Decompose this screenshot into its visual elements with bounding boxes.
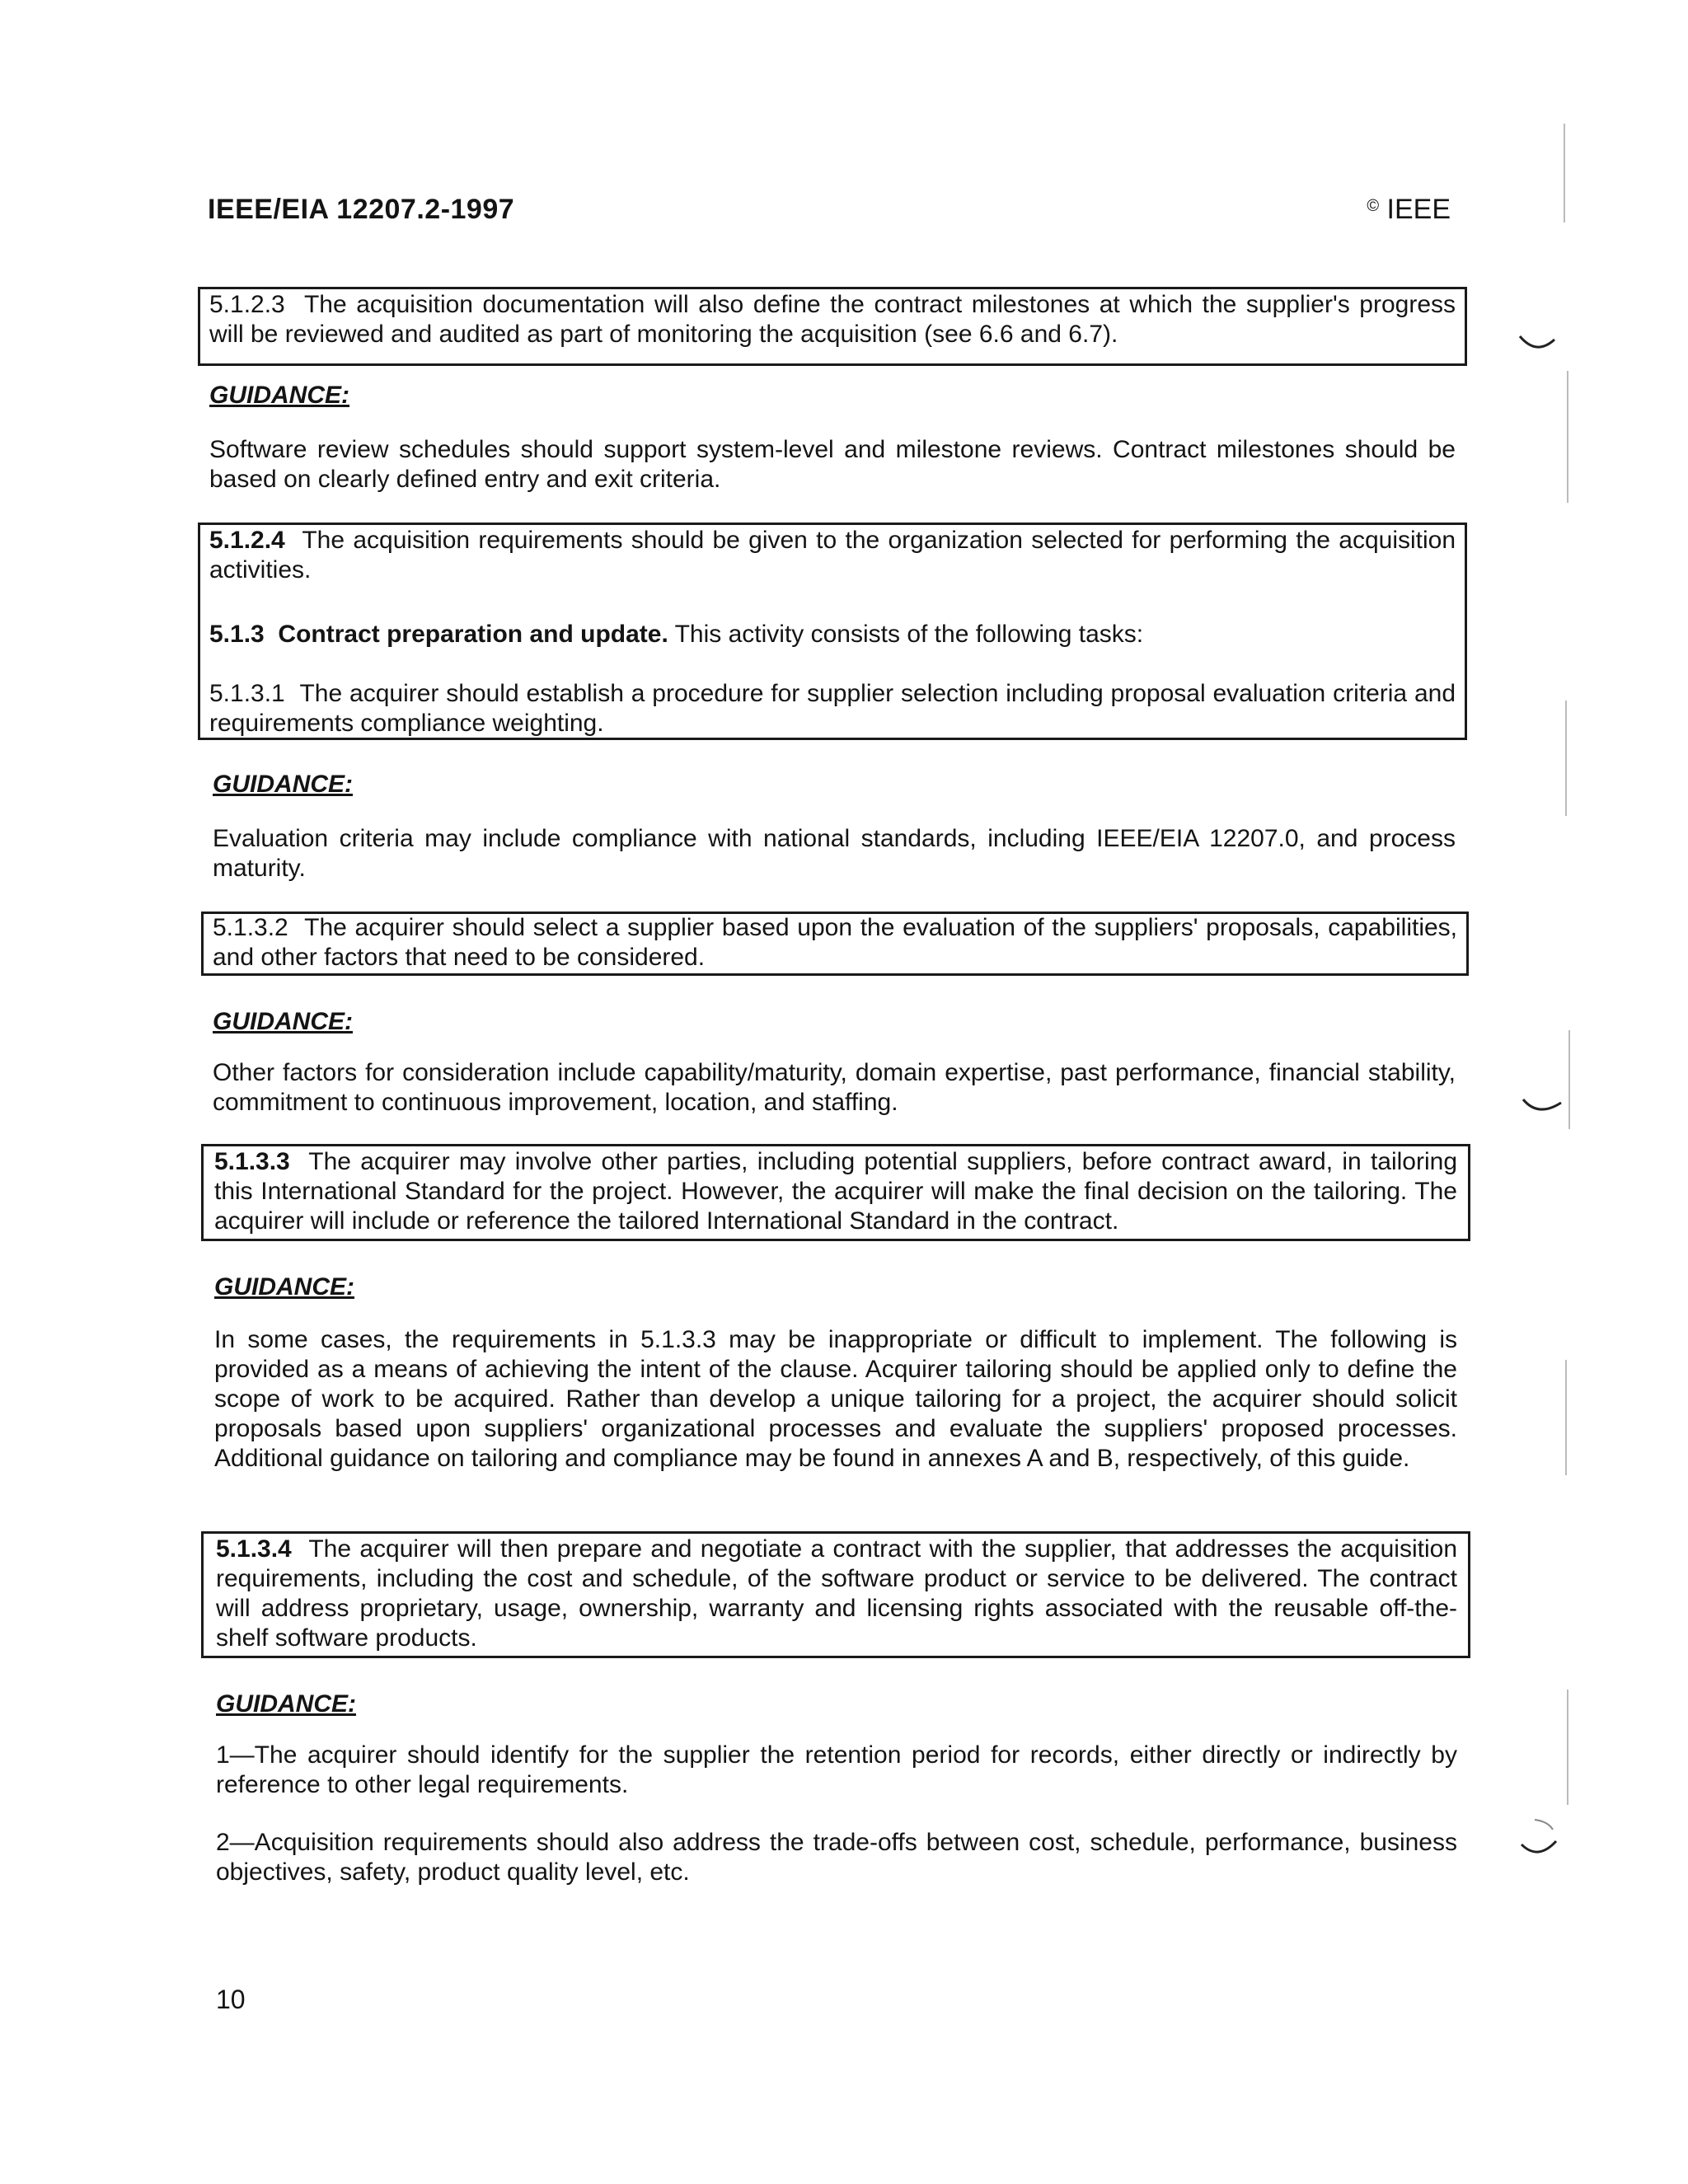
- clause-5-1-3: [209, 620, 1456, 649]
- clause-text: This activity consists of the following tasks:: [674, 621, 1144, 648]
- clause-5-1-2-3: [209, 290, 1456, 349]
- clause-text: The acquisition requirements should be given to the organization selected for performing the acquisition activities.: [209, 527, 1456, 583]
- clause-5-1-3-2: [213, 913, 1457, 972]
- copyright-org: IEEE: [1386, 194, 1451, 225]
- clause-text: The acquirer will then prepare and negotiate a contract with the supplier, that addresses the acquisition requirements, including the cost and schedule, of the software product or service to be delivered. The contract will address proprietary, usage, ownership, warranty and licensing rights associated with the reusable off-the-shelf software products.: [216, 1535, 1457, 1652]
- clause-number: 5.1.2.3: [209, 291, 285, 318]
- guidance-text-2: Evaluation criteria may include compliance with national standards, including IEEE/EIA 12207.0, and process maturity.: [213, 825, 1456, 882]
- clause-5-1-2-4: [209, 526, 1456, 585]
- copyright-notice: [1367, 194, 1451, 224]
- clause-text: The acquirer may involve other parties, including potential suppliers, before contract award, in tailoring this International Standard for the project. However, the acquirer will make the final decision on the tailoring. The acquirer will include or reference the tailored International Standard in the contract.: [214, 1148, 1458, 1235]
- clause-number: 5.1.3.2: [213, 914, 288, 941]
- clause-number: 5.1.3.3: [214, 1148, 290, 1175]
- guidance-heading-2: GUIDANCE:: [213, 771, 353, 798]
- guidance-heading-4: GUIDANCE:: [214, 1273, 354, 1301]
- clause-number: 5.1.3.4: [216, 1535, 292, 1563]
- clause-text: The acquirer should select a supplier based upon the evaluation of the suppliers' proposals, capabilities, and other factors that need to be considered.: [213, 914, 1458, 971]
- guidance-note-1: 1—The acquirer should identify for the supplier the retention period for records, either directly or indirectly by reference to other legal requirements.: [216, 1741, 1457, 1798]
- clause-5-1-3-1: [209, 679, 1456, 738]
- guidance-heading-5: GUIDANCE:: [216, 1690, 356, 1718]
- guidance-text-4: In some cases, the requirements in 5.1.3.3 may be inappropriate or difficult to implement. The following is provided as a means of achieving the intent of the clause. Acquirer tailoring should be applied only to define the scope of work to be acquired. Rather than develop a unique tailoring for a project, the acquirer should solicit proposals based upon suppliers' organizational processes and evaluate the suppliers' proposed processes. Additional guidance on tailoring and compliance may be found in annexes A and B, respectively, of this guide.: [214, 1326, 1457, 1472]
- margin-specks: [1550, 124, 1582, 2019]
- document-id: IEEE/EIA 12207.2-1997: [208, 194, 515, 225]
- guidance-heading-3: GUIDANCE:: [213, 1008, 353, 1035]
- clause-5-1-3-3: [214, 1147, 1457, 1236]
- clause-number: 5.1.3.1: [209, 680, 285, 707]
- clause-title: Contract preparation and update.: [278, 621, 668, 648]
- guidance-text-3: Other factors for consideration include capability/maturity, domain expertise, past performance, financial stability, commitment to continuous improvement, location, and staffing.: [213, 1059, 1456, 1116]
- guidance-text-1: Software review schedules should support system-level and milestone reviews. Contract milestones should be based on clearly defined entry and exit criteria.: [209, 436, 1456, 493]
- clause-text: The acquirer should establish a procedure for supplier selection including proposal evaluation criteria and requirements compliance weighting.: [209, 680, 1456, 737]
- page-number: 10: [216, 1985, 246, 2014]
- guidance-note-2: 2—Acquisition requirements should also address the trade-offs between cost, schedule, performance, business objectives, safety, product quality level, etc.: [216, 1829, 1457, 1886]
- clause-text: The acquisition documentation will also define the contract milestones at which the supplier's progress will be reviewed and audited as part of monitoring the acquisition (see 6.6 and 6.7).: [209, 291, 1456, 348]
- clause-number: 5.1.3: [209, 621, 265, 648]
- guidance-heading-1: GUIDANCE:: [209, 382, 349, 409]
- copyright-symbol: ©: [1367, 197, 1380, 215]
- clause-number: 5.1.2.4: [209, 527, 285, 554]
- clause-5-1-3-4: [216, 1535, 1457, 1653]
